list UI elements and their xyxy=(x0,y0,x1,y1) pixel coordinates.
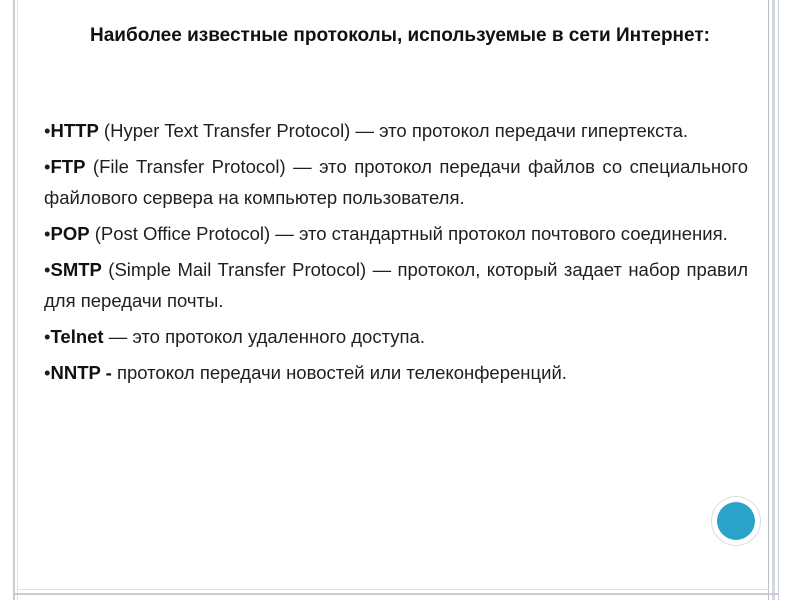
protocol-description: (Post Office Protocol) — это стандартный протокол почтового соединения. xyxy=(89,223,728,244)
decorative-circle-fill xyxy=(717,502,755,540)
slide-frame-bottom-border xyxy=(13,593,779,595)
protocol-name: FTP xyxy=(50,156,86,177)
decorative-circle xyxy=(711,496,761,546)
bullet: • xyxy=(44,326,51,347)
list-item-ftp xyxy=(44,151,748,213)
slide-frame-bottom-inner-border xyxy=(17,589,769,590)
list-item-pop xyxy=(44,218,748,249)
list-item-telnet xyxy=(44,321,748,352)
list-item-nntp xyxy=(44,357,748,388)
bullet: • xyxy=(44,156,51,177)
slide-frame-right-inner-border xyxy=(772,0,775,600)
slide-frame-right-border xyxy=(768,0,769,600)
bullet: • xyxy=(44,362,51,383)
slide-title: Наиболее известные протоколы, используемые в сети Интернет: xyxy=(90,25,710,46)
slide-frame-right-outer-border xyxy=(778,0,779,600)
list-item-smtp xyxy=(44,254,748,316)
protocol-description: (Simple Mail Transfer Protocol) — протокол, который задает набор правил для передачи почты. xyxy=(44,259,748,311)
protocol-name: HTTP xyxy=(50,120,99,141)
protocol-description: (File Transfer Protocol) — это протокол передачи файлов со специального файлового сервера на компьютер пользователя. xyxy=(44,156,748,208)
list-item-http xyxy=(44,115,748,146)
protocol-description: протокол передачи новостей или телеконференций. xyxy=(111,362,567,383)
protocol-name: POP xyxy=(50,223,90,244)
bullet: • xyxy=(44,120,51,141)
protocol-name: NNTP - xyxy=(50,362,112,383)
protocol-list xyxy=(44,115,748,393)
protocol-name: SMTP xyxy=(50,259,102,280)
slide-frame-left-inner-border xyxy=(17,0,18,600)
protocol-description: — это протокол удаленного доступа. xyxy=(103,326,425,347)
protocol-description: (Hyper Text Transfer Protocol) — это протокол передачи гипертекста. xyxy=(98,120,689,141)
protocol-name: Telnet xyxy=(50,326,104,347)
bullet: • xyxy=(44,259,51,280)
slide-frame-left-border xyxy=(13,0,15,600)
bullet: • xyxy=(44,223,51,244)
